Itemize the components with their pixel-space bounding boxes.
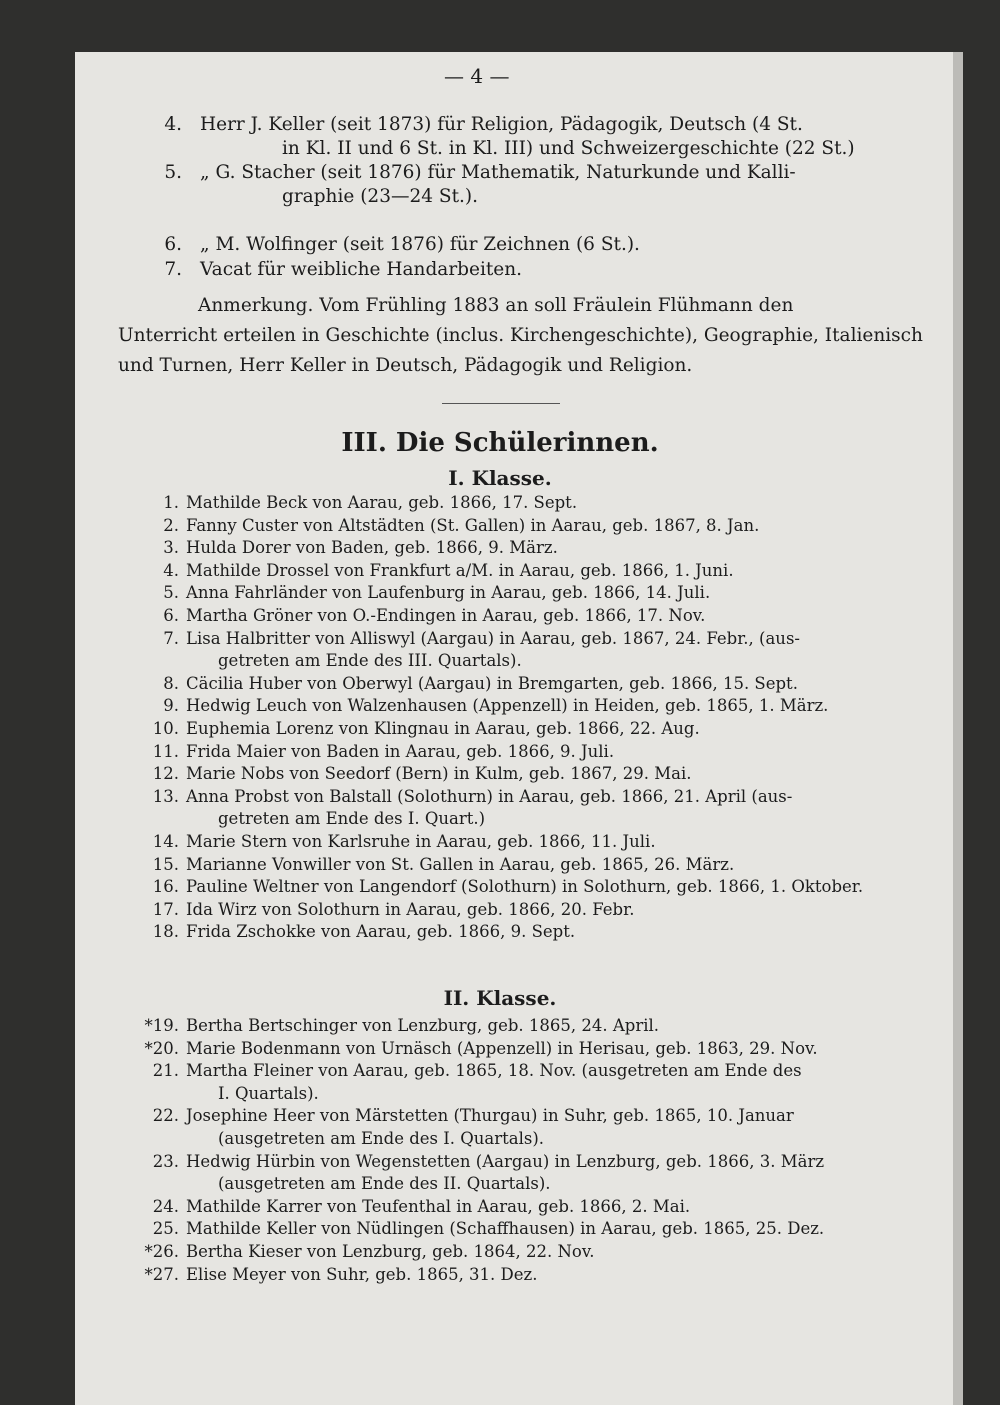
note-line: Unterricht erteilen in Geschichte (inclus. Kirchengeschichte), Geographie, Italienisch: [118, 325, 923, 346]
entry-number: 21.: [152, 1061, 179, 1081]
entry-number: 11.: [152, 741, 179, 761]
staff-line: „ G. Stacher (seit 1876) für Mathematik, Naturkunde und Kalli-: [200, 162, 796, 183]
entry-number: *20.: [144, 1038, 179, 1058]
section-divider: [442, 403, 560, 404]
entry-number: 1.: [163, 493, 179, 512]
entry-text: Hedwig Leuch von Walzenhausen (Appenzell) in Heiden, geb. 1865, 1. März.: [186, 696, 829, 716]
entry-text: getreten am Ende des I. Quart.): [218, 809, 486, 829]
page-number: — 4 —: [444, 64, 510, 88]
entry-number: 23.: [152, 1151, 179, 1171]
entry-number: 2.: [163, 515, 179, 535]
entry-number: 13.: [152, 786, 179, 806]
staff-line: graphie (23—24 St.).: [282, 186, 478, 207]
entry-text: Hedwig Hürbin von Wegenstetten (Aargau) in Lenzburg, geb. 1866, 3. März: [186, 1151, 825, 1171]
entry-text: I. Quartals).: [218, 1083, 319, 1103]
entry-number: 9.: [163, 696, 179, 716]
note-line: Anmerkung. Vom Frühling 1883 an soll Fräulein Flühmann den: [198, 295, 794, 316]
entry-number: 22.: [152, 1106, 179, 1126]
entry-number: 18.: [152, 922, 179, 942]
staff-number: 6.: [164, 234, 182, 255]
entry-text: Frida Zschokke von Aarau, geb. 1866, 9. Sept.: [186, 922, 576, 942]
staff-number: 5.: [164, 162, 182, 183]
entry-text: Lisa Halbritter von Alliswyl (Aargau) in Aarau, geb. 1867, 24. Febr., (aus-: [186, 628, 800, 648]
entry-text: Martha Gröner von O.-Endingen in Aarau, geb. 1866, 17. Nov.: [186, 606, 706, 625]
section-title: III. Die Schülerinnen.: [341, 428, 659, 458]
entry-text: Frida Maier von Baden in Aarau, geb. 1866, 9. Juli.: [186, 741, 615, 761]
entry-number: 8.: [163, 673, 179, 693]
entry-number: 14.: [152, 832, 179, 851]
entry-text: Marianne Vonwiller von St. Gallen in Aarau, geb. 1865, 26. März.: [186, 854, 735, 874]
entry-text: Cäcilia Huber von Oberwyl (Aargau) in Bremgarten, geb. 1866, 15. Sept.: [186, 673, 798, 693]
entry-number: 24.: [152, 1196, 179, 1216]
class-1-title: I. Klasse.: [448, 466, 552, 490]
entry-text: Josephine Heer von Märstetten (Thurgau) in Suhr, geb. 1865, 10. Januar: [186, 1106, 794, 1126]
staff-line: Vacat für weibliche Handarbeiten.: [200, 259, 523, 280]
staff-number: 4.: [164, 114, 182, 135]
entry-number: 10.: [152, 719, 179, 738]
entry-text: Anna Fahrländer von Laufenburg in Aarau, geb. 1866, 14. Juli.: [186, 583, 711, 603]
entry-text: Mathilde Beck von Aarau, geb. 1866, 17. Sept.: [186, 493, 578, 512]
entry-number: *26.: [144, 1242, 179, 1261]
entry-text: (ausgetreten am Ende des II. Quartals).: [218, 1174, 551, 1194]
entry-number: *27.: [144, 1264, 179, 1284]
entry-text: Mathilde Keller von Nüdlingen (Schaffhausen) in Aarau, geb. 1865, 25. Dez.: [186, 1219, 825, 1239]
entry-text: Euphemia Lorenz von Klingnau in Aarau, geb. 1866, 22. Aug.: [186, 719, 700, 738]
note-line: und Turnen, Herr Keller in Deutsch, Pädagogik und Religion.: [118, 355, 693, 376]
entry-number: *19.: [144, 1016, 179, 1035]
entry-text: Ida Wirz von Solothurn in Aarau, geb. 1866, 20. Febr.: [186, 899, 635, 919]
class-2-title: II. Klasse.: [443, 986, 557, 1010]
entry-text: Mathilde Karrer von Teufenthal in Aarau, geb. 1866, 2. Mai.: [186, 1196, 691, 1216]
entry-number: 25.: [152, 1219, 179, 1239]
entry-text: Bertha Bertschinger von Lenzburg, geb. 1865, 24. April.: [186, 1016, 660, 1035]
entry-number: 6.: [163, 606, 179, 625]
entry-number: 15.: [152, 854, 179, 874]
entry-number: 17.: [152, 899, 179, 919]
entry-number: 12.: [152, 764, 179, 784]
page-edge: [953, 52, 963, 1405]
entry-text: Marie Nobs von Seedorf (Bern) in Kulm, geb. 1867, 29. Mai.: [186, 764, 692, 784]
entry-text: getreten am Ende des III. Quartals).: [218, 651, 522, 671]
entry-number: 5.: [163, 583, 179, 603]
entry-number: 16.: [152, 877, 179, 897]
entry-text: Bertha Kieser von Lenzburg, geb. 1864, 22. Nov.: [186, 1242, 595, 1261]
entry-number: 4.: [163, 560, 179, 580]
entry-text: Elise Meyer von Suhr, geb. 1865, 31. Dez.: [186, 1264, 538, 1284]
entry-text: Pauline Weltner von Langendorf (Solothurn) in Solothurn, geb. 1866, 1. Oktober.: [186, 877, 864, 897]
entry-text: Marie Bodenmann von Urnäsch (Appenzell) in Herisau, geb. 1863, 29. Nov.: [186, 1038, 818, 1058]
entry-text: (ausgetreten am Ende des I. Quartals).: [218, 1129, 545, 1148]
entry-number: 7.: [163, 628, 179, 648]
entry-number: 3.: [163, 538, 179, 558]
entry-text: Martha Fleiner von Aarau, geb. 1865, 18. Nov. (ausgetreten am Ende des: [186, 1061, 802, 1081]
staff-line: in Kl. II und 6 St. in Kl. III) und Schweizergeschichte (22 St.): [282, 138, 855, 159]
staff-number: 7.: [164, 259, 182, 280]
entry-text: Marie Stern von Karlsruhe in Aarau, geb. 1866, 11. Juli.: [186, 832, 656, 851]
entry-text: Anna Probst von Balstall (Solothurn) in Aarau, geb. 1866, 21. April (aus-: [186, 786, 793, 806]
staff-line: Herr J. Keller (seit 1873) für Religion, Pädagogik, Deutsch (4 St.: [200, 114, 803, 135]
entry-text: Fanny Custer von Altstädten (St. Gallen) in Aarau, geb. 1867, 8. Jan.: [186, 515, 760, 535]
entry-text: Hulda Dorer von Baden, geb. 1866, 9. März.: [186, 538, 558, 558]
entry-text: Mathilde Drossel von Frankfurt a/M. in Aarau, geb. 1866, 1. Juni.: [186, 560, 734, 580]
staff-line: „ M. Wolfinger (seit 1876) für Zeichnen (6 St.).: [200, 234, 640, 255]
